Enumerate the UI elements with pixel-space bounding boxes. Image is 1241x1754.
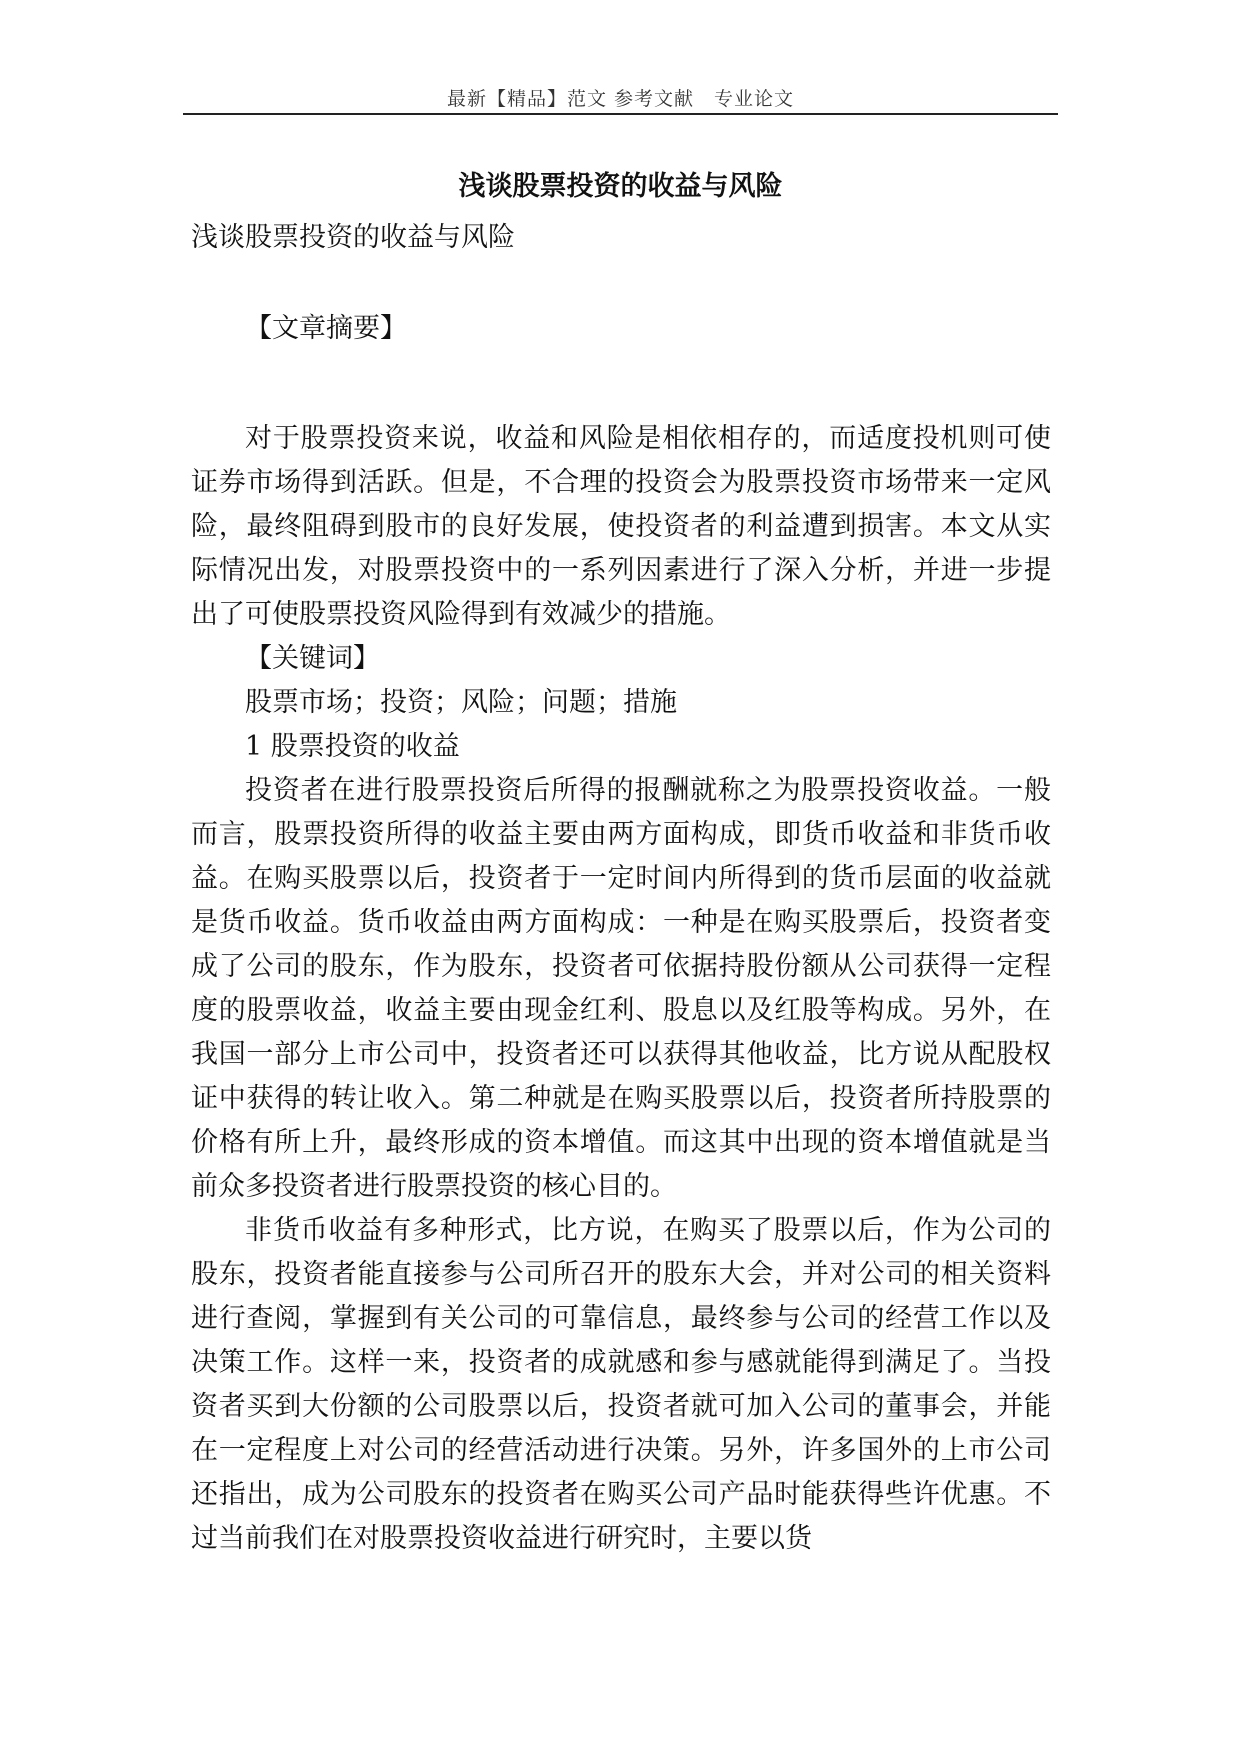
abstract-paragraph: 对于股票投资来说，收益和风险是相依相存的，而适度投机则可使证券市场得到活跃。但是，不合理的投资会为股票投资市场带来一定风险，最终阻碍到股市的良好发展，使投资者的利益遭到损害。本文从实际情况出发，对股票投资中的一系列因素进行了深入分析，并进一步提出了可使股票投资风险得到有效减少的措施。	[191, 423, 1051, 630]
header-divider	[183, 113, 1058, 115]
body-paragraph: 非货币收益有多种形式，比方说，在购买了股票以后，作为公司的股东，投资者能直接参与公司所召开的股东大会，并对公司的相关资料进行查阅，掌握到有关公司的可靠信息，最终参与公司的经营工作以及决策工作。这样一来，投资者的成就感和参与感就能得到满足了。当投资者买到大份额的公司股票以后，投资者就可加入公司的董事会，并能在一定程度上对公司的经营活动进行决策。另外，许多国外的上市公司还指出，成为公司股东的投资者在购买公司产品时能获得些许优惠。不过当前我们在对股票投资收益进行研究时，主要以货	[191, 1215, 1051, 1554]
abstract-label: 【文章摘要】	[245, 313, 407, 344]
document-subtitle: 浅谈股票投资的收益与风险	[191, 222, 515, 253]
section-heading: 1 股票投资的收益	[245, 731, 460, 762]
keywords-label: 【关键词】	[245, 643, 380, 674]
keywords-text: 股票市场；投资；风险；问题；措施	[245, 687, 677, 718]
document-body	[191, 216, 1051, 1561]
page-header: 最新【精品】范文 参考文献 专业论文	[446, 88, 795, 110]
body-paragraph: 投资者在进行股票投资后所得的报酬就称之为股票投资收益。一般而言，股票投资所得的收益主要由两方面构成，即货币收益和非货币收益。在购买股票以后，投资者于一定时间内所得到的货币层面的收益就是货币收益。货币收益由两方面构成：一种是在购买股票后，投资者变成了公司的股东，作为股东，投资者可依据持股份额从公司获得一定程度的股票收益，收益主要由现金红利、股息以及红股等构成。另外，在我国一部分上市公司中，投资者还可以获得其他收益，比方说从配股权证中获得的转让收入。第二种就是在购买股票以后，投资者所持股票的价格有所上升，最终形成的资本增值。而这其中出现的资本增值就是当前众多投资者进行股票投资的核心目的。	[191, 775, 1051, 1202]
document-title: 浅谈股票投资的收益与风险	[458, 171, 783, 202]
